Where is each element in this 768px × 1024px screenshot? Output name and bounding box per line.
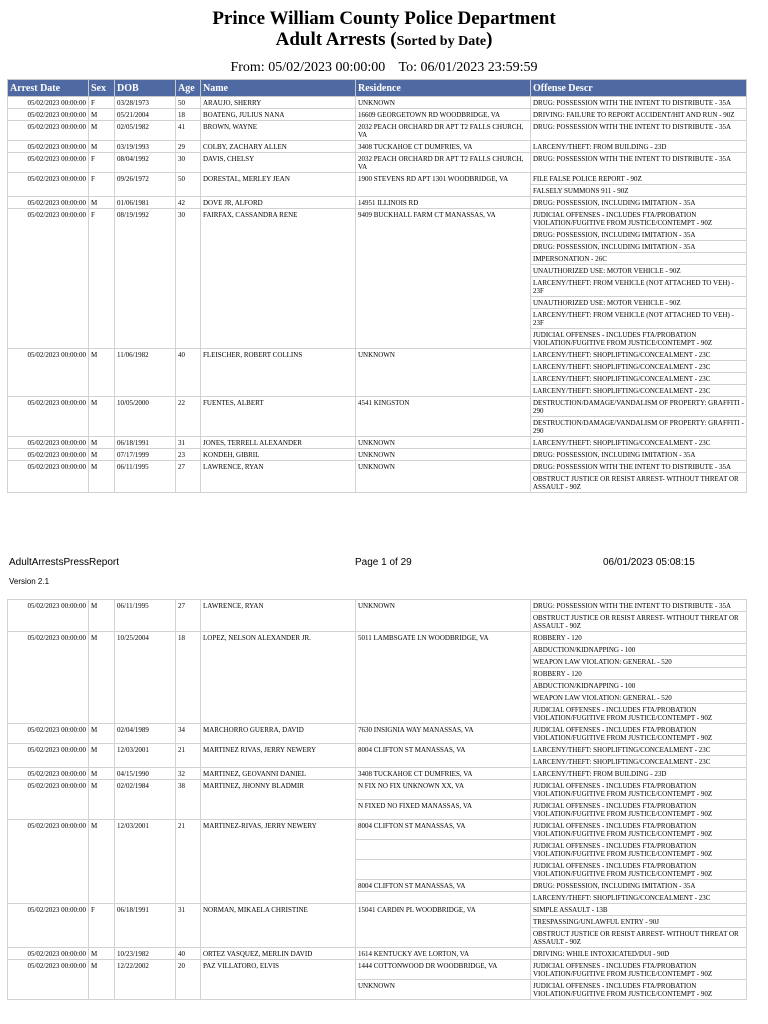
age-cell: 20	[176, 960, 201, 1000]
arrest-date-cell: 05/02/2023 00:00:00	[8, 744, 89, 768]
offense-cell: OBSTRUCT JUSTICE OR RESIST ARREST- WITHOUT THREAT OR ASSAULT - 90Z	[531, 612, 747, 632]
age-cell: 50	[176, 173, 201, 197]
sex-cell: F	[89, 97, 115, 109]
dob-cell: 03/28/1973	[115, 97, 176, 109]
table-row	[8, 97, 747, 109]
offense-cell: DRUG: POSSESSION WITH THE INTENT TO DISTRIBUTE - 35A	[531, 153, 747, 173]
residence-cell: 8004 CLIFTON ST MANASSAS, VA	[356, 820, 531, 840]
table-row	[8, 153, 747, 173]
offense-cell: DRUG: POSSESSION WITH THE INTENT TO DISTRIBUTE - 35A	[531, 461, 747, 473]
dob-cell: 08/19/1992	[115, 209, 176, 349]
arrest-date-cell: 05/02/2023 00:00:00	[8, 600, 89, 632]
table-row	[8, 600, 747, 612]
dob-cell: 08/04/1992	[115, 153, 176, 173]
sex-cell: F	[89, 209, 115, 349]
residence-cell: 8004 CLIFTON ST MANASSAS, VA	[356, 744, 531, 768]
sex-cell: F	[89, 153, 115, 173]
report-title: Prince William County Police Department	[212, 8, 556, 29]
offense-cell: DESTRUCTION/DAMAGE/VANDALISM OF PROPERTY: GRAFFITI - 290	[531, 417, 747, 437]
age-cell: 30	[176, 153, 201, 173]
dob-cell: 01/06/1981	[115, 197, 176, 209]
residence-cell: 4541 KINGSTON	[356, 397, 531, 437]
name-cell: FAIRFAX, CASSANDRA RENE	[201, 209, 356, 349]
name-cell: MARCHORRO GUERRA, DAVID	[201, 724, 356, 744]
sex-cell: M	[89, 632, 115, 724]
sex-cell: M	[89, 449, 115, 461]
offense-cell: JUDICIAL OFFENSES - INCLUDES FTA/PROBATION VIOLATION/FUGITIVE FROM JUSTICE/CONTEMPT - 90Z	[531, 704, 747, 724]
residence-cell: N FIX NO FIX UNKNOWN XX, VA	[356, 780, 531, 800]
name-cell: MARTINEZ-RIVAS, JERRY NEWERY	[201, 820, 356, 904]
offense-cell: ROBBERY - 120	[531, 632, 747, 644]
sex-cell: M	[89, 397, 115, 437]
dob-cell: 10/05/2000	[115, 397, 176, 437]
arrest-date-cell: 05/02/2023 00:00:00	[8, 173, 89, 197]
sex-cell: M	[89, 141, 115, 153]
arrest-date-cell: 05/02/2023 00:00:00	[8, 820, 89, 904]
residence-cell	[356, 840, 531, 860]
name-cell: MARTINEZ RIVAS, JERRY NEWERY	[201, 744, 356, 768]
offense-cell: JUDICIAL OFFENSES - INCLUDES FTA/PROBATION VIOLATION/FUGITIVE FROM JUSTICE/CONTEMPT - 90Z	[531, 860, 747, 880]
name-cell: DAVIS, CHELSY	[201, 153, 356, 173]
residence-cell: UNKNOWN	[356, 349, 531, 397]
arrest-date-cell: 05/02/2023 00:00:00	[8, 960, 89, 1000]
age-cell: 18	[176, 109, 201, 121]
col-header-age: Age	[176, 80, 201, 97]
col-header-residence: Residence	[356, 80, 531, 97]
table-row	[8, 960, 747, 980]
arrest-date-cell: 05/02/2023 00:00:00	[8, 197, 89, 209]
offense-cell: LARCENY/THEFT: FROM VEHICLE (NOT ATTACHED TO VEH) - 23F	[531, 277, 747, 297]
name-cell: JONES, TERRELL ALEXANDER	[201, 437, 356, 449]
residence-cell: UNKNOWN	[356, 600, 531, 632]
offense-cell: IMPERSONATION - 26C	[531, 253, 747, 265]
table-row	[8, 724, 747, 744]
name-cell: BOATENG, JULIUS NANA	[201, 109, 356, 121]
table-row	[8, 780, 747, 800]
offense-cell: JUDICIAL OFFENSES - INCLUDES FTA/PROBATION VIOLATION/FUGITIVE FROM JUSTICE/CONTEMPT - 90Z	[531, 820, 747, 840]
name-cell: DOVE JR, ALFORD	[201, 197, 356, 209]
age-cell: 27	[176, 600, 201, 632]
age-cell: 31	[176, 437, 201, 449]
residence-cell: 8004 CLIFTON ST MANASSAS, VA	[356, 880, 531, 892]
subtitle-end: )	[486, 29, 493, 50]
age-cell: 27	[176, 461, 201, 493]
name-cell: LAWRENCE, RYAN	[201, 461, 356, 493]
arrest-date-cell: 05/02/2023 00:00:00	[8, 97, 89, 109]
dob-cell: 06/18/1991	[115, 437, 176, 449]
table-row	[8, 109, 747, 121]
subtitle-sort: Sorted by Date	[396, 34, 487, 49]
arrest-date-cell: 05/02/2023 00:00:00	[8, 349, 89, 397]
age-cell: 34	[176, 724, 201, 744]
arrest-date-cell: 05/02/2023 00:00:00	[8, 121, 89, 141]
sex-cell: M	[89, 960, 115, 1000]
dob-cell: 06/11/1995	[115, 600, 176, 632]
name-cell: COLBY, ZACHARY ALLEN	[201, 141, 356, 153]
sex-cell: M	[89, 109, 115, 121]
page-footer	[0, 557, 768, 571]
arrest-date-cell: 05/02/2023 00:00:00	[8, 632, 89, 724]
arrest-date-cell: 05/02/2023 00:00:00	[8, 724, 89, 744]
arrest-date-cell: 05/02/2023 00:00:00	[8, 461, 89, 493]
sex-cell: M	[89, 948, 115, 960]
sex-cell: M	[89, 780, 115, 820]
residence-cell: 1444 COTTONWOOD DR WOODBRIDGE, VA	[356, 960, 531, 980]
dob-cell: 02/02/1984	[115, 780, 176, 820]
residence-cell: 5011 LAMBSGATE LN WOODBRIDGE, VA	[356, 632, 531, 724]
offense-cell: LARCENY/THEFT: FROM BUILDING - 23D	[531, 141, 747, 153]
table-body	[8, 600, 747, 1000]
report-header	[0, 0, 768, 77]
age-cell: 50	[176, 97, 201, 109]
name-cell: LAWRENCE, RYAN	[201, 600, 356, 632]
sex-cell: F	[89, 173, 115, 197]
residence-cell: 7630 INSIGNIA WAY MANASSAS, VA	[356, 724, 531, 744]
arrest-date-cell: 05/02/2023 00:00:00	[8, 141, 89, 153]
name-cell: BROWN, WAYNE	[201, 121, 356, 141]
table-row	[8, 209, 747, 229]
dob-cell: 04/15/1990	[115, 768, 176, 780]
col-header-name: Name	[201, 80, 356, 97]
col-header-dob: DOB	[115, 80, 176, 97]
arrest-date-cell: 05/02/2023 00:00:00	[8, 948, 89, 960]
sex-cell: M	[89, 437, 115, 449]
residence-cell: UNKNOWN	[356, 97, 531, 109]
to-label: To:	[398, 60, 417, 75]
dob-cell: 12/03/2001	[115, 820, 176, 904]
table-row	[8, 121, 747, 141]
sex-cell: M	[89, 461, 115, 493]
age-cell: 23	[176, 449, 201, 461]
age-cell: 40	[176, 948, 201, 960]
name-cell: MARTINEZ, JHONNY BLADMIR	[201, 780, 356, 820]
offense-cell: LARCENY/THEFT: SHOPLIFTING/CONCEALMENT - 23C	[531, 437, 747, 449]
table-row	[8, 449, 747, 461]
offense-cell: FILE FALSE POLICE REPORT - 90Z	[531, 173, 747, 185]
residence-cell: 15041 CARDIN PL WOODBRIDGE, VA	[356, 904, 531, 948]
residence-cell: 3408 TUCKAHOE CT DUMFRIES, VA	[356, 141, 531, 153]
table-row	[8, 141, 747, 153]
residence-cell: UNKNOWN	[356, 437, 531, 449]
offense-cell: DRIVING: WHILE INTOXICATED/DUI - 90D	[531, 948, 747, 960]
arrests-table-page-1	[7, 79, 747, 493]
page-number: Page 1 of 29	[355, 557, 412, 568]
residence-cell: N FIXED NO FIXED MANASSAS, VA	[356, 800, 531, 820]
offense-cell: FALSELY SUMMONS 911 - 90Z	[531, 185, 747, 197]
col-header-offense: Offense Descr	[531, 80, 747, 97]
offense-cell: DRUG: POSSESSION, INCLUDING IMITATION - 35A	[531, 229, 747, 241]
offense-cell: UNAUTHORIZED USE: MOTOR VEHICLE - 90Z	[531, 297, 747, 309]
name-cell: LOPEZ, NELSON ALEXANDER JR.	[201, 632, 356, 724]
offense-cell: ABDUCTION/KIDNAPPING - 100	[531, 680, 747, 692]
sex-cell: M	[89, 197, 115, 209]
residence-cell: 14951 ILLINOIS RD	[356, 197, 531, 209]
offense-cell: WEAPON LAW VIOLATION: GENERAL - 520	[531, 656, 747, 668]
col-header-sex: Sex	[89, 80, 115, 97]
age-cell: 18	[176, 632, 201, 724]
to-value: 06/01/2023 23:59:59	[420, 60, 538, 75]
dob-cell: 10/25/2004	[115, 632, 176, 724]
table-row	[8, 632, 747, 644]
offense-cell: WEAPON LAW VIOLATION: GENERAL - 520	[531, 692, 747, 704]
offense-cell: TRESPASSING/UNLAWFUL ENTRY - 90J	[531, 916, 747, 928]
offense-cell: DRIVING: FAILURE TO REPORT ACCIDENT/HIT AND RUN - 90Z	[531, 109, 747, 121]
residence-cell: UNKNOWN	[356, 449, 531, 461]
offense-cell: UNAUTHORIZED USE: MOTOR VEHICLE - 90Z	[531, 265, 747, 277]
offense-cell: LARCENY/THEFT: SHOPLIFTING/CONCEALMENT - 23C	[531, 349, 747, 361]
table-row	[8, 173, 747, 185]
table-body	[8, 97, 747, 493]
arrest-date-cell: 05/02/2023 00:00:00	[8, 153, 89, 173]
offense-cell: ABDUCTION/KIDNAPPING - 100	[531, 644, 747, 656]
offense-cell: DRUG: POSSESSION, INCLUDING IMITATION - 35A	[531, 449, 747, 461]
report-subtitle	[0, 29, 768, 53]
offense-cell: JUDICIAL OFFENSES - INCLUDES FTA/PROBATION VIOLATION/FUGITIVE FROM JUSTICE/CONTEMPT - 90Z	[531, 960, 747, 980]
age-cell: 22	[176, 397, 201, 437]
table-row	[8, 820, 747, 840]
offense-cell: DRUG: POSSESSION, INCLUDING IMITATION - 35A	[531, 241, 747, 253]
offense-cell: LARCENY/THEFT: SHOPLIFTING/CONCEALMENT - 23C	[531, 361, 747, 373]
offense-cell: LARCENY/THEFT: FROM VEHICLE (NOT ATTACHED TO VEH) - 23F	[531, 309, 747, 329]
dob-cell: 12/22/2002	[115, 960, 176, 1000]
name-cell: FUENTES, ALBERT	[201, 397, 356, 437]
offense-cell: JUDICIAL OFFENSES - INCLUDES FTA/PROBATION VIOLATION/FUGITIVE FROM JUSTICE/CONTEMPT - 90Z	[531, 980, 747, 1000]
age-cell: 31	[176, 904, 201, 948]
name-cell: FLEISCHER, ROBERT COLLINS	[201, 349, 356, 397]
residence-cell: 9409 BUCKHALL FARM CT MANASSAS, VA	[356, 209, 531, 349]
dob-cell: 06/11/1995	[115, 461, 176, 493]
sex-cell: M	[89, 768, 115, 780]
offense-cell: SIMPLE ASSAULT - 13B	[531, 904, 747, 916]
offense-cell: JUDICIAL OFFENSES - INCLUDES FTA/PROBATION VIOLATION/FUGITIVE FROM JUSTICE/CONTEMPT - 90Z	[531, 800, 747, 820]
arrest-date-cell: 05/02/2023 00:00:00	[8, 397, 89, 437]
from-value: 05/02/2023 00:00:00	[268, 60, 386, 75]
dob-cell: 12/03/2001	[115, 744, 176, 768]
age-cell: 32	[176, 768, 201, 780]
offense-cell: LARCENY/THEFT: SHOPLIFTING/CONCEALMENT - 23C	[531, 385, 747, 397]
offense-cell: JUDICIAL OFFENSES - INCLUDES FTA/PROBATION VIOLATION/FUGITIVE FROM JUSTICE/CONTEMPT - 90Z	[531, 329, 747, 349]
offense-cell: JUDICIAL OFFENSES - INCLUDES FTA/PROBATION VIOLATION/FUGITIVE FROM JUSTICE/CONTEMPT - 90Z	[531, 209, 747, 229]
residence-cell	[356, 892, 531, 904]
offense-cell: JUDICIAL OFFENSES - INCLUDES FTA/PROBATION VIOLATION/FUGITIVE FROM JUSTICE/CONTEMPT - 90Z	[531, 724, 747, 744]
arrest-date-cell: 05/02/2023 00:00:00	[8, 109, 89, 121]
arrest-date-cell: 05/02/2023 00:00:00	[8, 449, 89, 461]
offense-cell: DRUG: POSSESSION, INCLUDING IMITATION - 35A	[531, 880, 747, 892]
residence-cell: 3408 TUCKAHOE CT DUMFRIES, VA	[356, 768, 531, 780]
sex-cell: M	[89, 121, 115, 141]
offense-cell: DESTRUCTION/DAMAGE/VANDALISM OF PROPERTY: GRAFFITI - 290	[531, 397, 747, 417]
name-cell: DORESTAL, MERLEY JEAN	[201, 173, 356, 197]
age-cell: 21	[176, 820, 201, 904]
residence-cell: 2032 PEACH ORCHARD DR APT T2 FALLS CHURCH, VA	[356, 121, 531, 141]
arrest-date-cell: 05/02/2023 00:00:00	[8, 768, 89, 780]
offense-cell: DRUG: POSSESSION WITH THE INTENT TO DISTRIBUTE - 35A	[531, 121, 747, 141]
table-row	[8, 397, 747, 417]
age-cell: 41	[176, 121, 201, 141]
arrests-table-page-2	[7, 599, 747, 1000]
name-cell: ORTEZ VASQUEZ, MERLIN DAVID	[201, 948, 356, 960]
date-range	[0, 59, 768, 77]
arrest-date-cell: 05/02/2023 00:00:00	[8, 904, 89, 948]
offense-cell: ROBBERY - 120	[531, 668, 747, 680]
residence-cell: UNKNOWN	[356, 461, 531, 493]
sex-cell: M	[89, 820, 115, 904]
name-cell: ARAUJO, SHERRY	[201, 97, 356, 109]
table-header-row	[8, 80, 747, 97]
dob-cell: 07/17/1999	[115, 449, 176, 461]
offense-cell: LARCENY/THEFT: SHOPLIFTING/CONCEALMENT - 23C	[531, 373, 747, 385]
table-row	[8, 349, 747, 361]
offense-cell: DRUG: POSSESSION WITH THE INTENT TO DISTRIBUTE - 35A	[531, 600, 747, 612]
table-row	[8, 744, 747, 756]
arrest-date-cell: 05/02/2023 00:00:00	[8, 209, 89, 349]
name-cell: KONDEH, GIBRIL	[201, 449, 356, 461]
dob-cell: 09/26/1972	[115, 173, 176, 197]
offense-cell: LARCENY/THEFT: SHOPLIFTING/CONCEALMENT - 23C	[531, 756, 747, 768]
dob-cell: 02/04/1989	[115, 724, 176, 744]
sex-cell: M	[89, 724, 115, 744]
table-row	[8, 904, 747, 916]
dob-cell: 11/06/1982	[115, 349, 176, 397]
dob-cell: 05/21/2004	[115, 109, 176, 121]
from-label: From:	[230, 60, 265, 75]
age-cell: 38	[176, 780, 201, 820]
print-timestamp: 06/01/2023 05:08:15	[603, 557, 695, 568]
offense-cell: OBSTRUCT JUSTICE OR RESIST ARREST- WITHOUT THREAT OR ASSAULT - 90Z	[531, 473, 747, 493]
age-cell: 29	[176, 141, 201, 153]
age-cell: 30	[176, 209, 201, 349]
residence-cell: UNKNOWN	[356, 980, 531, 1000]
offense-cell: DRUG: POSSESSION, INCLUDING IMITATION - 35A	[531, 197, 747, 209]
arrest-date-cell: 05/02/2023 00:00:00	[8, 437, 89, 449]
dob-cell: 10/23/1982	[115, 948, 176, 960]
residence-cell	[356, 860, 531, 880]
table-row	[8, 461, 747, 473]
arrest-date-cell: 05/02/2023 00:00:00	[8, 780, 89, 820]
age-cell: 42	[176, 197, 201, 209]
sex-cell: M	[89, 349, 115, 397]
offense-cell: DRUG: POSSESSION WITH THE INTENT TO DISTRIBUTE - 35A	[531, 97, 747, 109]
table-row	[8, 768, 747, 780]
table-row	[8, 437, 747, 449]
offense-cell: JUDICIAL OFFENSES - INCLUDES FTA/PROBATION VIOLATION/FUGITIVE FROM JUSTICE/CONTEMPT - 90Z	[531, 780, 747, 800]
version-label: Version 2.1	[9, 577, 50, 586]
name-cell: PAZ VILLATORO, ELVIS	[201, 960, 356, 1000]
offense-cell: JUDICIAL OFFENSES - INCLUDES FTA/PROBATION VIOLATION/FUGITIVE FROM JUSTICE/CONTEMPT - 90Z	[531, 840, 747, 860]
residence-cell: 16609 GEORGETOWN RD WOODBRIDGE, VA	[356, 109, 531, 121]
report-name: AdultArrestsPressReport	[9, 557, 120, 568]
offense-cell: LARCENY/THEFT: SHOPLIFTING/CONCEALMENT - 23C	[531, 892, 747, 904]
name-cell: MARTINEZ, GEOVANNI DANIEL	[201, 768, 356, 780]
dob-cell: 06/18/1991	[115, 904, 176, 948]
residence-cell: 1614 KENTUCKY AVE LORTON, VA	[356, 948, 531, 960]
subtitle-main: Adult Arrests (	[275, 29, 397, 50]
offense-cell: LARCENY/THEFT: FROM BUILDING - 23D	[531, 768, 747, 780]
age-cell: 40	[176, 349, 201, 397]
col-header-arrest-date: Arrest Date	[8, 80, 89, 97]
residence-cell: 2032 PEACH ORCHARD DR APT T2 FALLS CHURCH, VA	[356, 153, 531, 173]
sex-cell: M	[89, 600, 115, 632]
sex-cell: F	[89, 904, 115, 948]
name-cell: NORMAN, MIKAELA CHRISTINE	[201, 904, 356, 948]
sex-cell: M	[89, 744, 115, 768]
age-cell: 21	[176, 744, 201, 768]
dob-cell: 03/19/1993	[115, 141, 176, 153]
offense-cell: OBSTRUCT JUSTICE OR RESIST ARREST- WITHOUT THREAT OR ASSAULT - 90Z	[531, 928, 747, 948]
table-row	[8, 197, 747, 209]
offense-cell: LARCENY/THEFT: SHOPLIFTING/CONCEALMENT - 23C	[531, 744, 747, 756]
residence-cell: 1900 STEVENS RD APT 1301 WOODBRIDGE, VA	[356, 173, 531, 197]
table-row	[8, 948, 747, 960]
dob-cell: 02/05/1982	[115, 121, 176, 141]
